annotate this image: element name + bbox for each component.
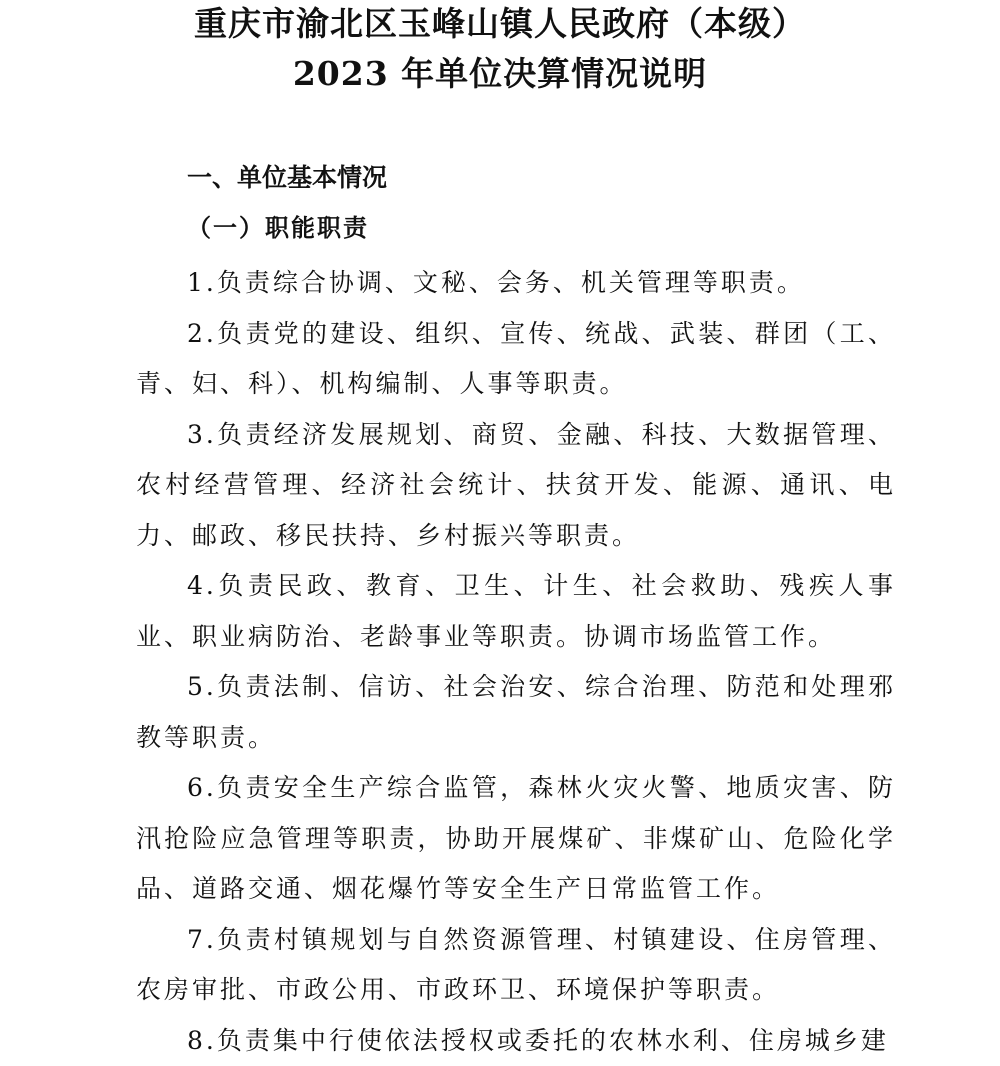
duties-list <box>136 258 896 1066</box>
duty-item: 8.负责集中行使依法授权或委托的农林水利、住房城乡建 <box>136 1016 896 1066</box>
duty-item: 2.负责党的建设、组织、宣传、统战、武装、群团（工、青、妇、科）、机构编制、人事等职责。 <box>136 309 896 410</box>
duty-item: 1.负责综合协调、文秘、会务、机关管理等职责。 <box>136 258 896 309</box>
document-title-line-2: 2023 年单位决算情况说明 <box>0 54 1000 94</box>
duty-item: 7.负责村镇规划与自然资源管理、村镇建设、住房管理、农房审批、市政公用、市政环卫、环境保护等职责。 <box>136 915 896 1016</box>
document-title-line-1: 重庆市渝北区玉峰山镇人民政府（本级） <box>0 4 1000 44</box>
subsection-heading: （一）职能职责 <box>187 210 369 246</box>
duty-item: 3.负责经济发展规划、商贸、金融、科技、大数据管理、农村经营管理、经济社会统计、扶贫开发、能源、通讯、电力、邮政、移民扶持、乡村振兴等职责。 <box>136 410 896 562</box>
section-heading: 一、单位基本情况 <box>187 160 387 196</box>
duty-item: 6.负责安全生产综合监管，森林火灾火警、地质灾害、防汛抢险应急管理等职责，协助开展煤矿、非煤矿山、危险化学品、道路交通、烟花爆竹等安全生产日常监管工作。 <box>136 763 896 915</box>
duty-item: 5.负责法制、信访、社会治安、综合治理、防范和处理邪教等职责。 <box>136 662 896 763</box>
duty-item: 4.负责民政、教育、卫生、计生、社会救助、残疾人事业、职业病防治、老龄事业等职责。协调市场监管工作。 <box>136 561 896 662</box>
